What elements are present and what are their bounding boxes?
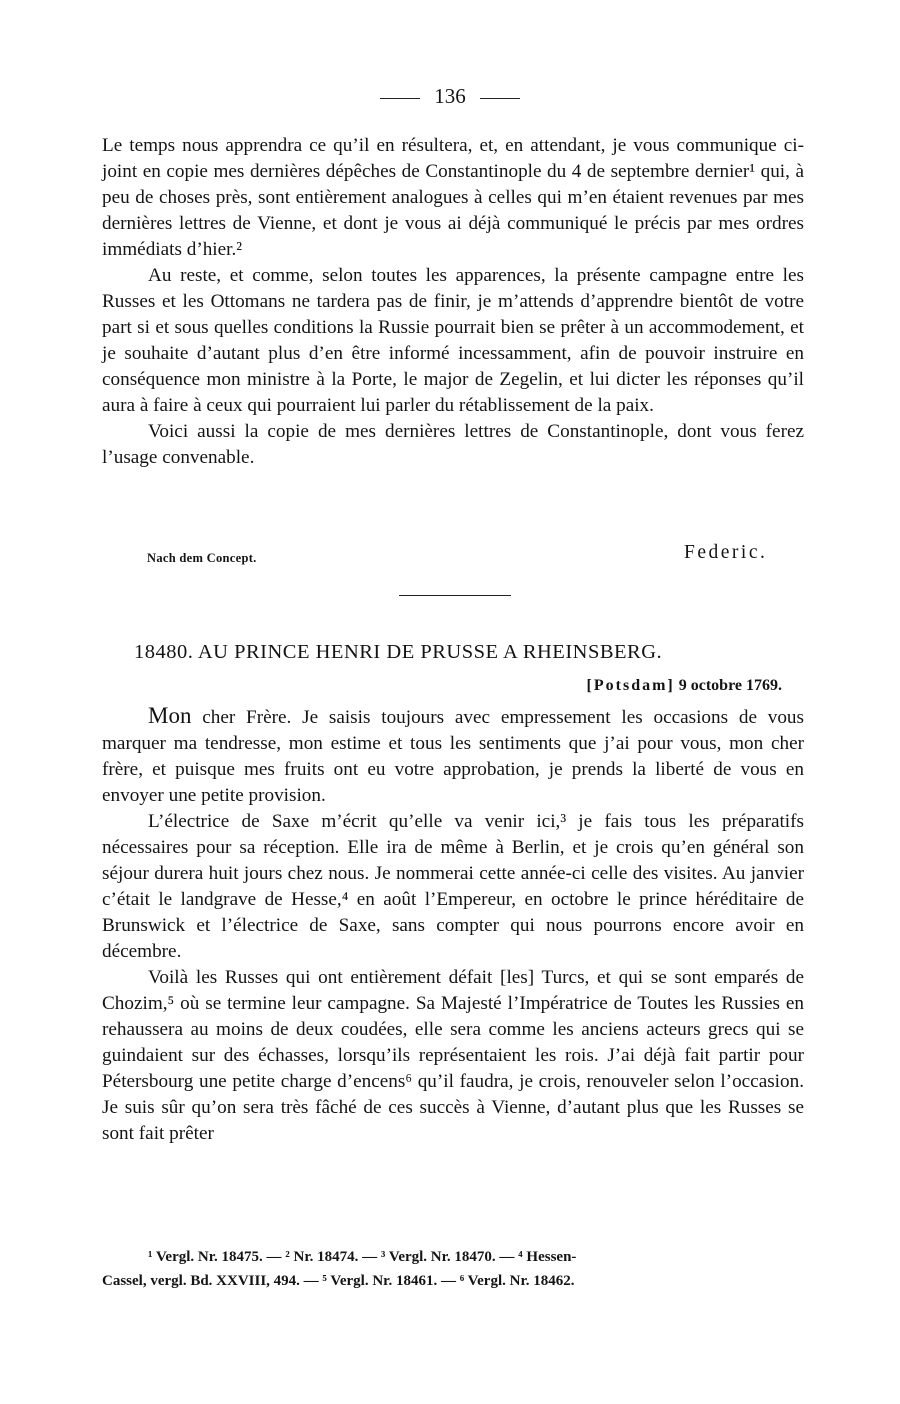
letter-place: [Potsdam] [586, 677, 675, 694]
letter-1-paragraph: Le temps nous apprendra ce qu’il en résultera, et, en attendant, je vous communique ci-joint en copie mes dernières dépêches de Constantinople du 4 de septembre dernier¹ qui, à peu de choses près, sont entièrement analogues à celles qui m’en étaient revenues par mes dernières lettres de Vienne, et dont je vous ai déjà communiqué le précis par mes ordres immédiats d’hier.² [102, 135, 804, 260]
letter-date: 9 octobre 1769. [678, 677, 782, 694]
header-rule-right [480, 98, 520, 99]
letter-1-body [102, 133, 804, 471]
place-date-line [587, 677, 782, 695]
source-note: Nach dem Concept. [147, 551, 257, 565]
letter-2-paragraph: Voilà les Russes qui ont entièrement défait [les] Turcs, et qui se sont emparés de Chozim,⁵ où se termine leur campagne. Sa Majesté l’Impératrice de Toutes les Russies en rehaussera au moins de deux coudées, elle sera comme les anciens acteurs grecs qui se guindaient sur des échasses, lorsqu’ils représentaient les rois. J’ai déjà fait partir pour Pétersbourg une petite charge d’encens⁶ qu’il faudra, je crois, renouveler selon l’occasion. Je suis sûr qu’on sera très fâché de ces succès à Vienne, d’autant plus que les Russes se sont fait prêter [102, 967, 804, 1144]
signature: Federic. [684, 542, 768, 563]
letter-2-title: 18480. AU PRINCE HENRI DE PRUSSE A RHEINSBERG. [134, 641, 663, 663]
section-separator [399, 595, 511, 596]
letter-2-paragraph-first-text: cher Frère. Je saisis toujours avec empressement les occasions de vous marquer ma tendresse, mon estime et tous les sentiments que j’ai pour vous, mon cher frère, et puisque mes fruits ont eu votre approbation, je prends la liberté de vous en envoyer une petite provision. [102, 707, 804, 806]
letter-2-paragraph-first [102, 703, 804, 809]
salutation: Mon [148, 703, 192, 728]
footnote-line: ¹ Vergl. Nr. 18475. — ² Nr. 18474. — ³ Vergl. Nr. 18470. — ⁴ Hessen- [148, 1249, 577, 1265]
letter-1-paragraph: Voici aussi la copie de mes dernières lettres de Constantinople, dont vous ferez l’usage convenable. [102, 421, 804, 468]
letter-2-body [102, 703, 804, 1147]
letter-1-paragraph: Au reste, et comme, selon toutes les apparences, la présente campagne entre les Russes et les Ottomans ne tardera pas de finir, je m’attends d’apprendre bientôt de votre part si et sous quelles conditions la Russie pourrait bien se prêter à un accommodement, et je souhaite d’autant plus d’en être informé incessamment, afin de pouvoir instruire en conséquence mon ministre à la Porte, le major de Zegelin, et lui dicter les réponses qu’il aura à faire à ceux qui pourraient lui parler du rétablissement de la paix. [102, 265, 804, 416]
page-header [0, 84, 900, 109]
header-rule-left [380, 98, 420, 99]
footnote-line: Cassel, vergl. Bd. XXVIII, 494. — ⁵ Vergl. Nr. 18461. — ⁶ Vergl. Nr. 18462. [102, 1273, 575, 1289]
letter-2-paragraph: L’électrice de Saxe m’écrit qu’elle va venir ici,³ je fais tous les préparatifs nécessaires pour sa réception. Elle ira de même à Berlin, et je crois qu’en général son séjour durera huit jours chez nous. Je nommerai cette année-ci celle des visites. Au janvier c’était le landgrave de Hesse,⁴ en août l’Empereur, en octobre le prince héréditaire de Brunswick et l’électrice de Saxe, sans compter qui nous pourrons encore avoir en décembre. [102, 811, 804, 962]
page-number: 136 [434, 84, 466, 108]
footnotes [102, 1245, 804, 1293]
